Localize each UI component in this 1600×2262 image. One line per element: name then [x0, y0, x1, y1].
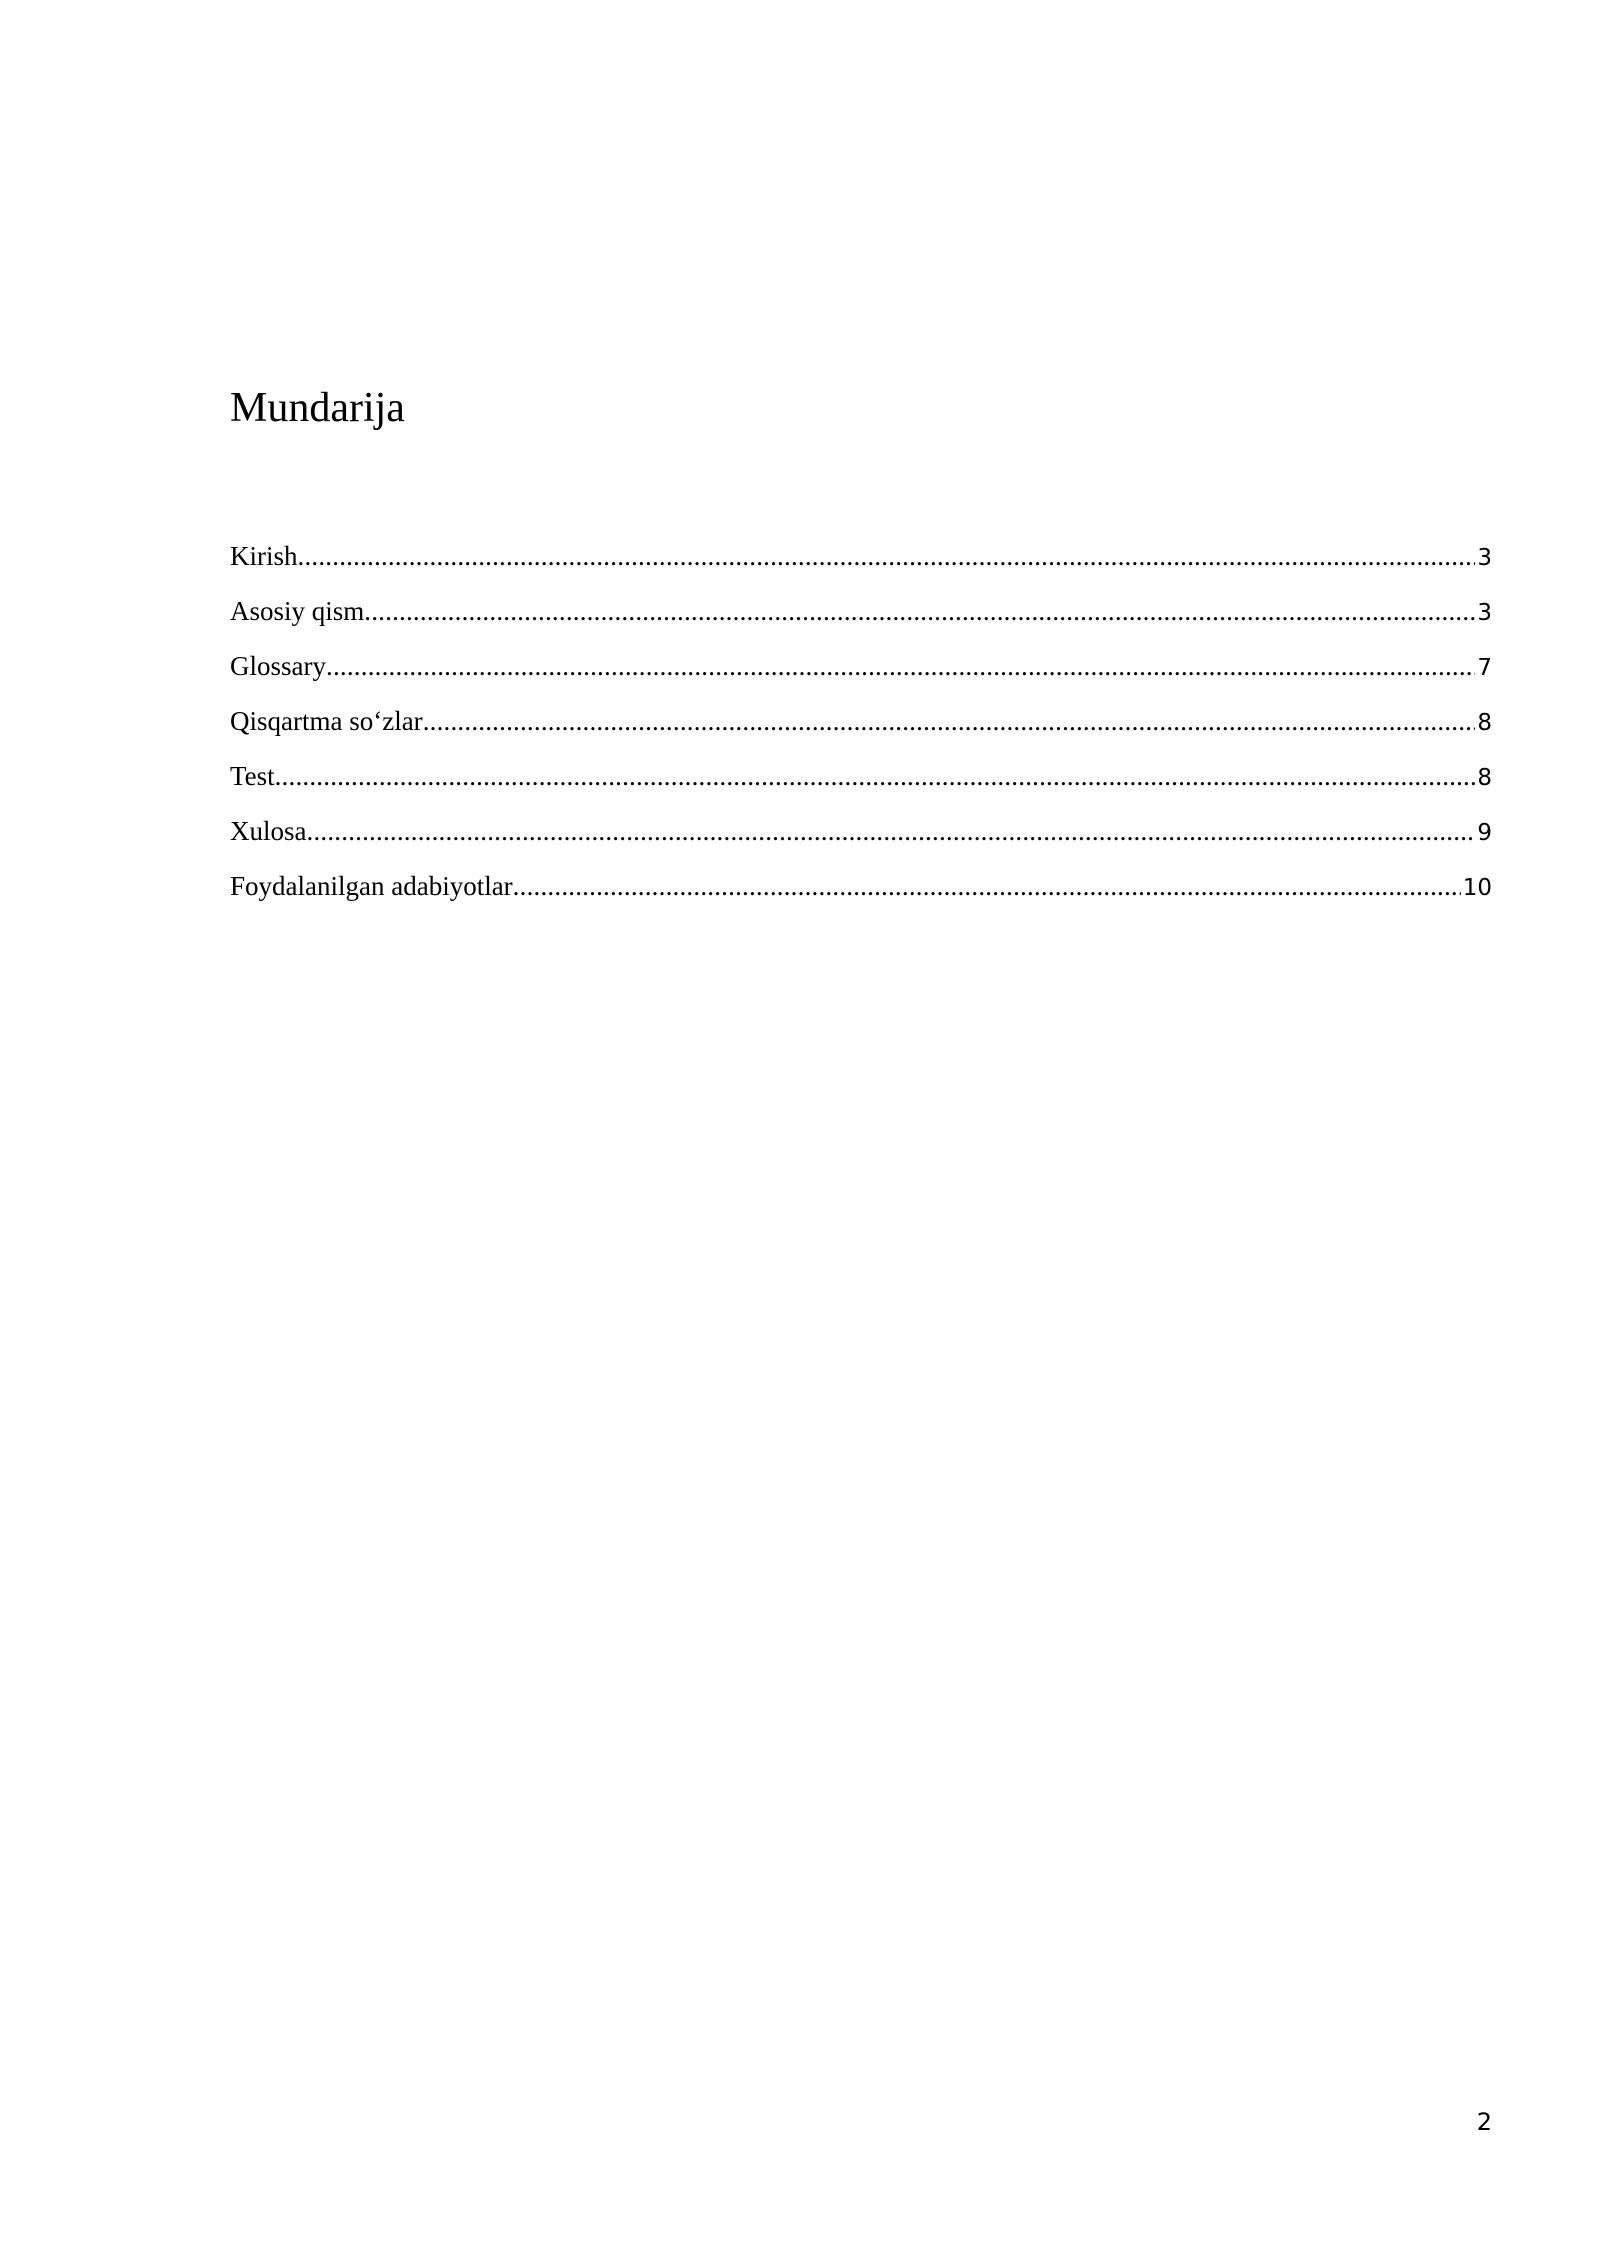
- toc-dot-leader: [275, 754, 1476, 798]
- toc-entry-asosiy-qism[interactable]: [230, 589, 1492, 644]
- toc-entry-foydalanilgan-adabiyotlar[interactable]: [230, 864, 1492, 919]
- table-of-contents: [230, 534, 1492, 919]
- page-number: 2: [1476, 2108, 1492, 2136]
- toc-entry-qisqartma-sozlar[interactable]: [230, 699, 1492, 754]
- toc-dot-leader: [513, 864, 1461, 908]
- toc-entry-test[interactable]: [230, 754, 1492, 809]
- toc-entry-page: 10: [1462, 875, 1492, 901]
- toc-entry-glossary[interactable]: [230, 644, 1492, 699]
- toc-entry-label: Test: [230, 761, 275, 791]
- toc-entry-page: 8: [1477, 710, 1492, 736]
- toc-dot-leader: [326, 644, 1475, 688]
- toc-entry-page: 7: [1477, 655, 1492, 681]
- toc-entry-label: Asosiy qism: [230, 596, 365, 626]
- toc-dot-leader: [298, 534, 1476, 578]
- toc-dot-leader: [307, 809, 1476, 853]
- toc-entry-page: 8: [1477, 765, 1492, 791]
- toc-entry-page: 3: [1477, 600, 1492, 626]
- toc-entry-xulosa[interactable]: [230, 809, 1492, 864]
- toc-dot-leader: [364, 589, 1475, 633]
- toc-entry-page: 9: [1477, 820, 1492, 846]
- toc-entry-label: Qisqartma so‘zlar: [230, 706, 423, 736]
- toc-entry-label: Xulosa: [230, 816, 307, 846]
- toc-entry-label: Foydalanilgan adabiyotlar: [230, 871, 513, 901]
- toc-dot-leader: [423, 699, 1476, 743]
- toc-entry-label: Kirish: [230, 541, 298, 571]
- toc-entry-label: Glossary: [230, 651, 326, 681]
- toc-title: Mundarija: [230, 385, 405, 431]
- toc-entry-kirish[interactable]: [230, 534, 1492, 589]
- toc-entry-page: 3: [1477, 545, 1492, 571]
